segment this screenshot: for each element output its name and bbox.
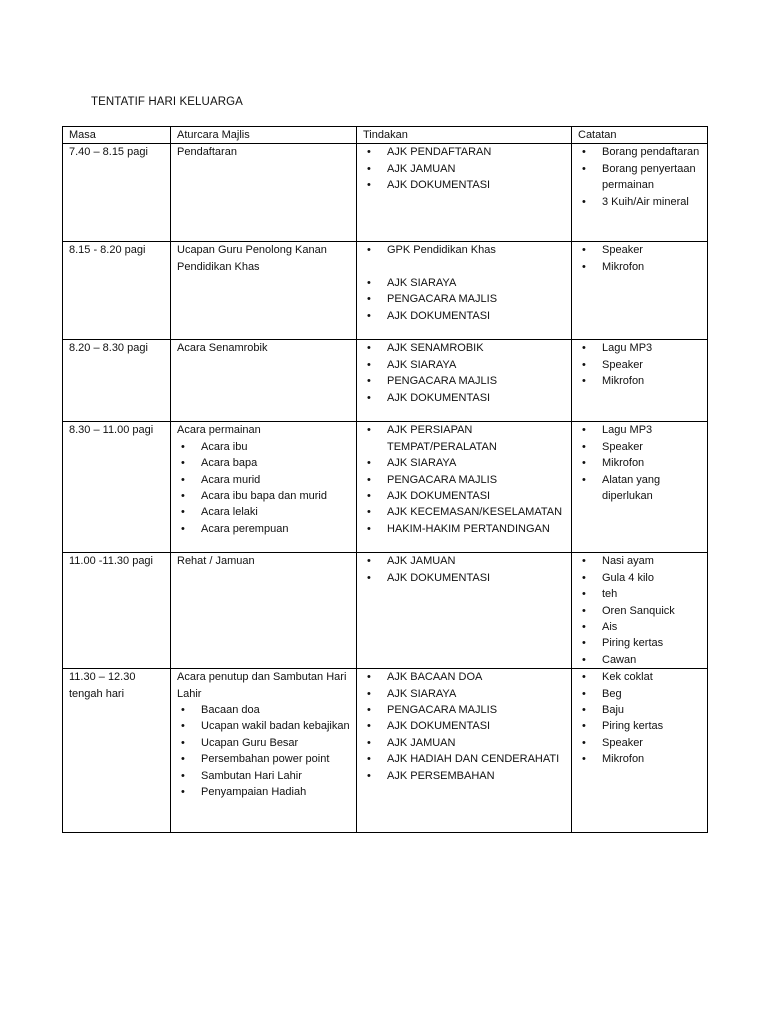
catatan-list — [578, 553, 703, 668]
list-item: • PENGACARA MAJLIS — [363, 472, 567, 488]
list-item: • Persembahan power point — [177, 751, 352, 767]
catatan-cell — [572, 242, 708, 340]
masa-cell: 8.30 – 11.00 pagi — [63, 422, 171, 553]
catatan-list — [578, 144, 703, 210]
tindakan-cell — [357, 553, 572, 669]
header-catatan: Catatan — [572, 127, 708, 144]
list-item: • Acara bapa — [177, 455, 352, 471]
list-item: • Borang penyertaan permainan — [578, 161, 703, 194]
masa-cell: 11.00 -11.30 pagi — [63, 553, 171, 669]
list-item: • Penyampaian Hadiah — [177, 784, 352, 800]
list-item: • Mikrofon — [578, 259, 703, 275]
document-title: TENTATIF HARI KELUARGA — [91, 96, 243, 108]
list-item: • AJK DOKUMENTASI — [363, 718, 567, 734]
header-aturcara: Aturcara Majlis — [171, 127, 357, 144]
list-item: • Mikrofon — [578, 455, 703, 471]
list-item: • Kek coklat — [578, 669, 703, 685]
list-item: • AJK DOKUMENTASI — [363, 177, 567, 193]
masa-cell: 8.20 – 8.30 pagi — [63, 340, 171, 422]
list-item: • 3 Kuih/Air mineral — [578, 194, 703, 210]
list-item: • Bacaan doa — [177, 702, 352, 718]
list-item: • AJK SENAMROBIK — [363, 340, 567, 356]
list-item: • AJK PERSIAPAN TEMPAT/PERALATAN — [363, 422, 567, 455]
list-item: • AJK KECEMASAN/KESELAMATAN — [363, 504, 567, 520]
list-item: • AJK SIARAYA — [363, 686, 567, 702]
header-tindakan: Tindakan — [357, 127, 572, 144]
catatan-cell — [572, 422, 708, 553]
aturcara-text: Rehat / Jamuan — [177, 555, 255, 568]
list-item: • Acara ibu bapa dan murid — [177, 488, 352, 504]
aturcara-text: Acara penutup dan Sambutan Hari Lahir — [177, 671, 347, 700]
list-item: • AJK DOKUMENTASI — [363, 390, 567, 406]
list-item: • Ais — [578, 619, 703, 635]
tindakan-list — [363, 144, 567, 193]
list-item: • Oren Sanquick — [578, 603, 703, 619]
list-item: • Acara lelaki — [177, 504, 352, 520]
list-item: • Lagu MP3 — [578, 340, 703, 356]
aturcara-text: Pendaftaran — [177, 146, 237, 159]
aturcara-cell — [171, 340, 357, 422]
table-row — [63, 242, 708, 340]
aturcara-cell — [171, 553, 357, 669]
aturcara-text: Acara Senamrobik — [177, 342, 268, 355]
table-row — [63, 340, 708, 422]
list-item: • PENGACARA MAJLIS — [363, 291, 567, 307]
list-item: • Nasi ayam — [578, 553, 703, 569]
list-item: • AJK SIARAYA — [363, 275, 567, 291]
tindakan-list — [363, 422, 567, 537]
list-item: • Speaker — [578, 735, 703, 751]
list-item: • AJK JAMUAN — [363, 161, 567, 177]
header-masa: Masa — [63, 127, 171, 144]
aturcara-cell — [171, 422, 357, 553]
masa-cell: 7.40 – 8.15 pagi — [63, 144, 171, 242]
list-item: • Ucapan wakil badan kebajikan — [177, 718, 352, 734]
list-item: • teh — [578, 586, 703, 602]
list-item: • Gula 4 kilo — [578, 570, 703, 586]
list-item: • AJK HADIAH DAN CENDERAHATI — [363, 751, 567, 767]
list-item: • Ucapan Guru Besar — [177, 735, 352, 751]
list-item: • AJK PENDAFTARAN — [363, 144, 567, 160]
list-item: • Piring kertas — [578, 635, 703, 651]
list-item: • AJK JAMUAN — [363, 735, 567, 751]
tindakan-list — [363, 242, 567, 324]
tindakan-list — [363, 553, 567, 586]
list-item: • Acara ibu — [177, 439, 352, 455]
catatan-cell — [572, 144, 708, 242]
list-item: • Speaker — [578, 357, 703, 373]
list-item: • Acara murid — [177, 472, 352, 488]
tindakan-cell — [357, 422, 572, 553]
list-item: • Beg — [578, 686, 703, 702]
list-item: • Mikrofon — [578, 373, 703, 389]
list-item: • PENGACARA MAJLIS — [363, 702, 567, 718]
list-item: • Speaker — [578, 242, 703, 258]
list-item: • Lagu MP3 — [578, 422, 703, 438]
list-item: • HAKIM-HAKIM PERTANDINGAN — [363, 521, 567, 537]
catatan-list — [578, 422, 703, 504]
masa-cell: 8.15 - 8.20 pagi — [63, 242, 171, 340]
table-row — [63, 144, 708, 242]
list-item: • Piring kertas — [578, 718, 703, 734]
list-item: • Alatan yang diperlukan — [578, 472, 703, 505]
tindakan-cell — [357, 144, 572, 242]
aturcara-list — [177, 439, 352, 537]
aturcara-text: Acara permainan — [177, 424, 261, 437]
list-item: • Mikrofon — [578, 751, 703, 767]
aturcara-cell — [171, 242, 357, 340]
table-row — [63, 422, 708, 553]
list-item: • AJK SIARAYA — [363, 357, 567, 373]
catatan-cell — [572, 553, 708, 669]
list-item: • Sambutan Hari Lahir — [177, 768, 352, 784]
aturcara-cell — [171, 144, 357, 242]
list-item: • AJK DOKUMENTASI — [363, 488, 567, 504]
masa-cell: 11.30 – 12.30 tengah hari — [63, 669, 171, 833]
aturcara-text: Ucapan Guru Penolong Kanan Pendidikan Khas — [177, 244, 327, 273]
tindakan-list — [363, 340, 567, 406]
list-item: • Acara perempuan — [177, 521, 352, 537]
list-item: • AJK PERSEMBAHAN — [363, 768, 567, 784]
catatan-list — [578, 669, 703, 767]
catatan-list — [578, 340, 703, 389]
list-item: • AJK DOKUMENTASI — [363, 308, 567, 324]
aturcara-list — [177, 702, 352, 800]
tindakan-list — [363, 669, 567, 784]
list-item: • AJK DOKUMENTASI — [363, 570, 567, 586]
list-item: • PENGACARA MAJLIS — [363, 373, 567, 389]
table-row — [63, 553, 708, 669]
header-row — [63, 127, 708, 144]
catatan-list — [578, 242, 703, 275]
list-item: • GPK Pendidikan Khas — [363, 242, 567, 258]
list-item: • Cawan — [578, 652, 703, 668]
tindakan-cell — [357, 242, 572, 340]
list-item: • AJK JAMUAN — [363, 553, 567, 569]
table-row — [63, 669, 708, 833]
aturcara-cell — [171, 669, 357, 833]
list-item: • Speaker — [578, 439, 703, 455]
catatan-cell — [572, 669, 708, 833]
tindakan-cell — [357, 669, 572, 833]
list-item: • AJK BACAAN DOA — [363, 669, 567, 685]
catatan-cell — [572, 340, 708, 422]
schedule-table — [62, 126, 708, 833]
list-item: • Baju — [578, 702, 703, 718]
tindakan-cell — [357, 340, 572, 422]
list-item: • Borang pendaftaran — [578, 144, 703, 160]
list-item: • AJK SIARAYA — [363, 455, 567, 471]
